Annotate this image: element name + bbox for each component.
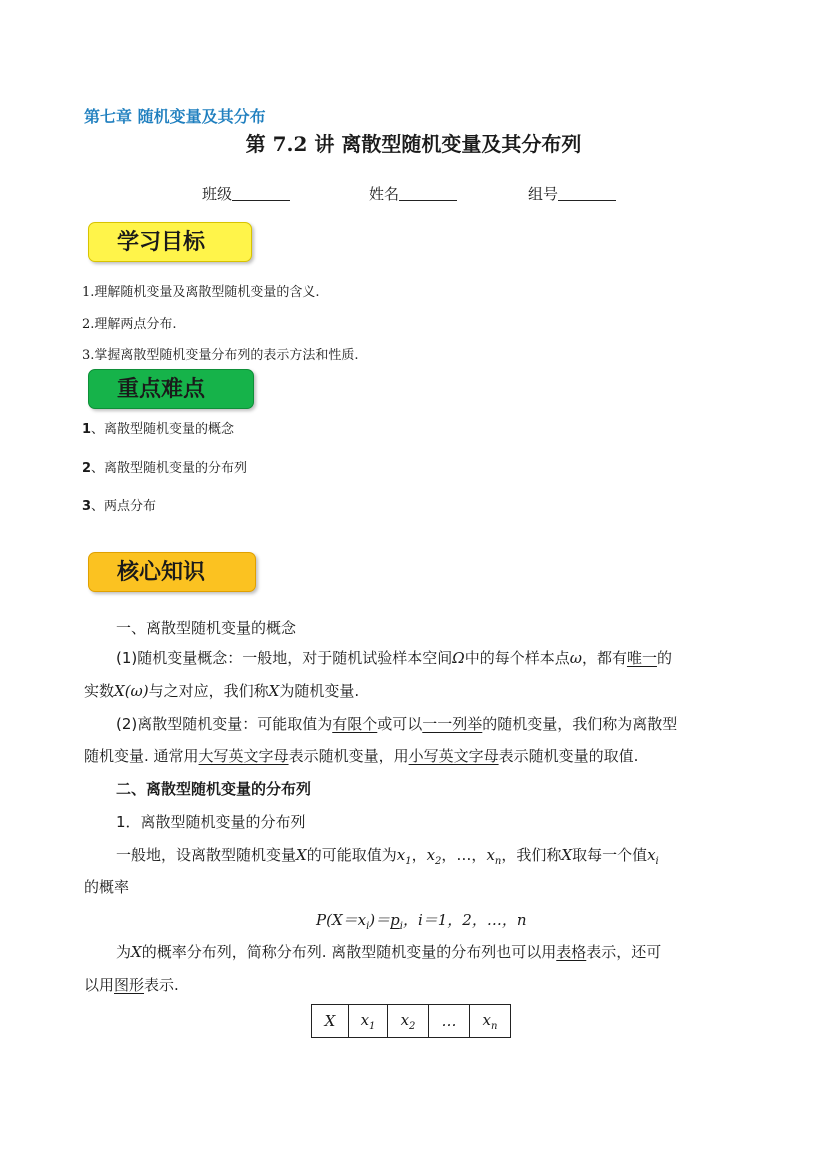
- table-cell: $x_n$: [470, 1005, 511, 1038]
- paragraph-distribution: 一般地，设离散型随机变量X的可能取值为$x_1$，$x_2$，…，$x_n$，我们称X取每一个值$x_i$: [116, 846, 659, 867]
- paragraph-discrete-variable-cont: 随机变量. 通常用大写英文字母表示随机变量，用小写英文字母表示随机变量的取值.: [84, 747, 639, 765]
- keypoints-badge: 重点难点: [88, 369, 254, 409]
- goal-item: 1.理解随机变量及离散型随机变量的含义.: [82, 285, 320, 300]
- paragraph-random-variable-cont: 实数X(ω)与之对应，我们称X为随机变量.: [84, 682, 360, 700]
- formula: $P(X=x_i)=p_i$，i＝1，2，…，n: [316, 911, 527, 932]
- table-row: [312, 1005, 511, 1038]
- table-cell: X: [312, 1005, 349, 1038]
- goals-badge: 学习目标: [88, 222, 252, 262]
- chapter-heading: 第七章 随机变量及其分布: [84, 107, 266, 126]
- core-badge: 核心知识: [88, 552, 256, 592]
- table-cell: $x_1$: [349, 1005, 388, 1038]
- goal-item: 2.理解两点分布.: [82, 317, 177, 332]
- paragraph-random-variable: (1)随机变量概念：一般地，对于随机试验样本空间Ω中的每个样本点ω，都有唯一的: [116, 649, 672, 667]
- table-cell: …: [429, 1005, 470, 1038]
- class-label: 班级: [202, 185, 233, 203]
- keypoint-item: 1、离散型随机变量的概念: [82, 422, 235, 437]
- name-label: 姓名: [369, 185, 400, 203]
- goal-item: 3.掌握离散型随机变量分布列的表示方法和性质.: [82, 348, 359, 363]
- group-field: [528, 183, 616, 204]
- distribution-table: [311, 1004, 511, 1038]
- keypoint-item: 2、离散型随机变量的分布列: [82, 461, 248, 476]
- keypoint-item: 3、两点分布: [82, 499, 157, 514]
- section-heading-2: 二、离散型随机变量的分布列: [116, 780, 312, 798]
- paragraph-table-form-cont: 以用图形表示.: [84, 976, 179, 994]
- table-cell: $x_2$: [388, 1005, 429, 1038]
- group-label: 组号: [528, 185, 559, 203]
- lesson-title: 第 7.2 讲 离散型随机变量及其分布列: [245, 132, 582, 156]
- name-field: [369, 183, 457, 204]
- section-heading-1: 一、离散型随机变量的概念: [116, 619, 297, 637]
- subsection-heading: 1．离散型随机变量的分布列: [116, 813, 306, 831]
- class-blank[interactable]: [232, 184, 290, 201]
- paragraph-distribution-cont: 的概率: [84, 878, 130, 896]
- group-blank[interactable]: [558, 184, 616, 201]
- class-field: [202, 183, 290, 204]
- paragraph-discrete-variable: (2)离散型随机变量：可能取值为有限个或可以一一列举的随机变量，我们称为离散型: [116, 715, 678, 733]
- name-blank[interactable]: [399, 184, 457, 201]
- paragraph-table-form: 为X的概率分布列，简称分布列. 离散型随机变量的分布列也可以用表格表示，还可: [116, 943, 662, 961]
